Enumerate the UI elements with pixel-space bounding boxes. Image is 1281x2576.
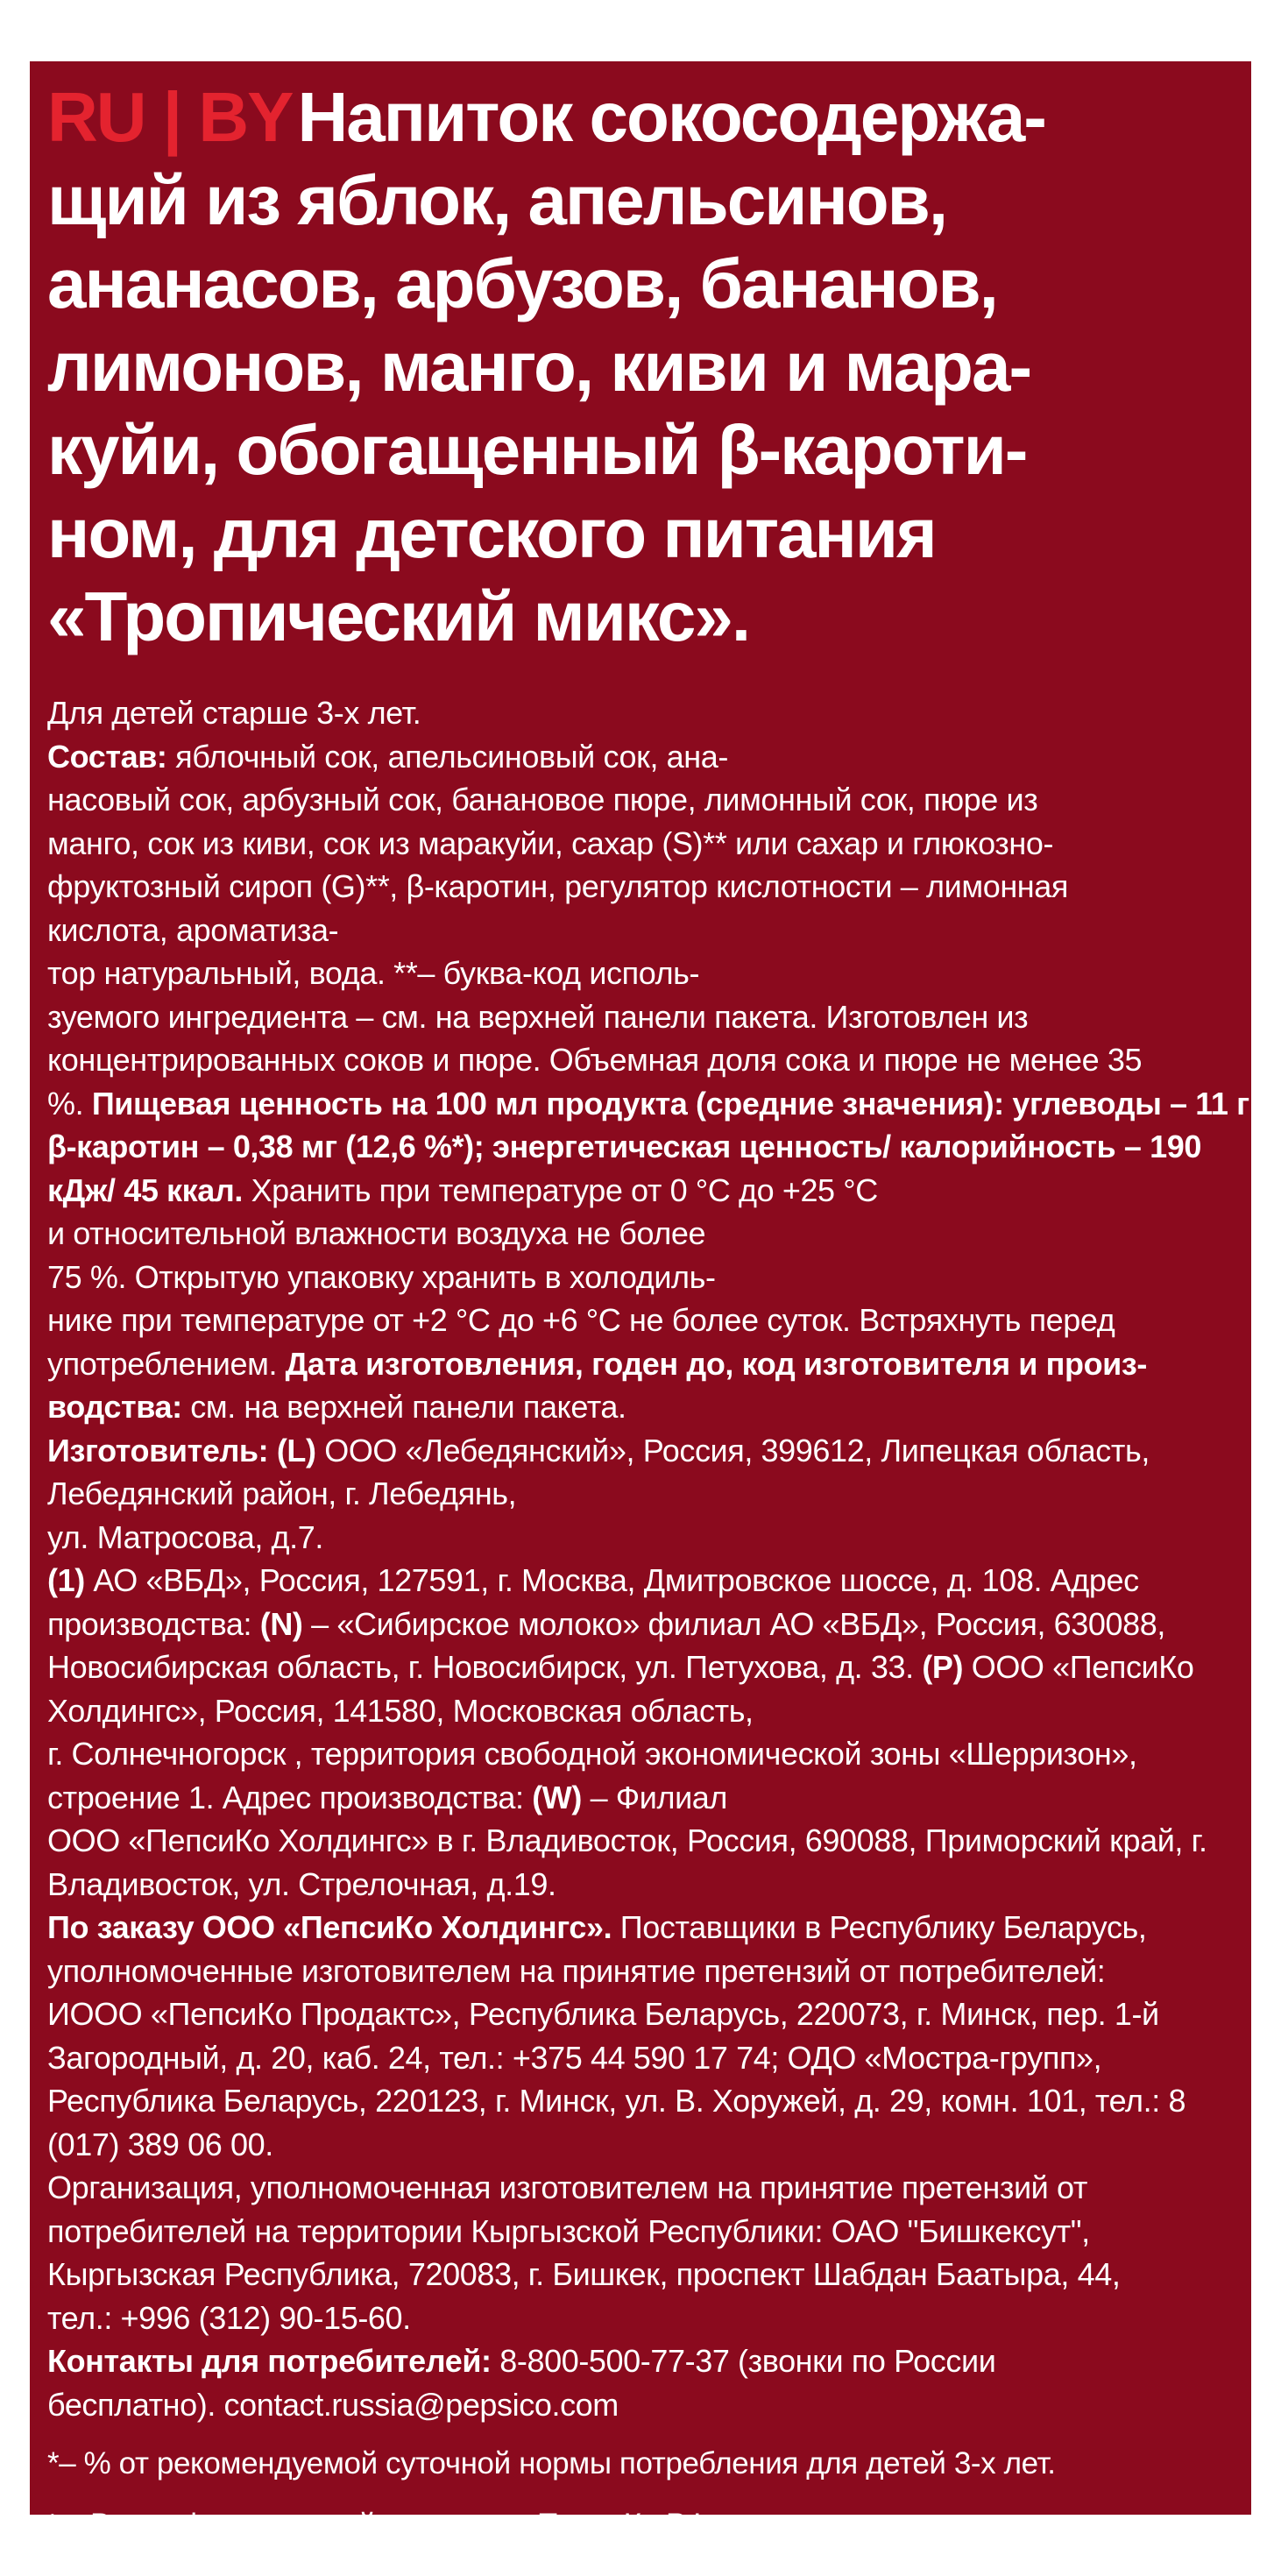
manufacturer-line: ул. Матросова, д.7. bbox=[47, 1518, 323, 1555]
supplier-line: уполномоченные изготовителем на принятие претензий от потребителей: bbox=[47, 1952, 1106, 1989]
manufacturer-line: Владивосток, ул. Стрелочная, д.19. bbox=[47, 1865, 556, 1902]
date-line: употреблением. Дата изготовления, годен до, код изготовителя и произ- bbox=[47, 1345, 1147, 1382]
order-label: По заказу ООО «ПепсиКо Холдингс». bbox=[47, 1909, 612, 1945]
claims-line: Кыргызская Республика, 720083, г. Бишкек, проспект Шабдан Баатыра, 44, bbox=[47, 2256, 1121, 2292]
storage-line: кДж/ 45 ккал. Хранить при температуре от 0 °С до +25 °С bbox=[47, 1171, 878, 1208]
date-label: Дата изготовления, годен до, код изготовителя и произ- bbox=[285, 1345, 1147, 1382]
claims-line: тел.: +996 (312) 90-15-60. bbox=[47, 2299, 411, 2336]
ingredients-line: манго, сок из киви, сок из маракуйи, сахар (S)** или сахар и глюкозно- bbox=[47, 824, 1054, 861]
claims-line: потребителей на территории Кыргызской Республики: ОАО "Бишкексут", bbox=[47, 2212, 1090, 2249]
ingredients-line: тор натуральный, вода. **– буква-код исполь- bbox=[47, 955, 700, 991]
contacts-line: бесплатно). contact.russia@pepsico.com bbox=[47, 2386, 619, 2423]
nutrition-line: β-каротин – 0,38 мг (12,6 %*); энергетическая ценность/ калорийность – 190 bbox=[47, 1129, 1201, 1164]
storage-line: 75 %. Открытую упаковку хранить в холодиль- bbox=[47, 1258, 716, 1295]
ingredients-label: Состав: bbox=[47, 738, 167, 775]
manufacturer-line: строение 1. Адрес производства: (W) – Филиал bbox=[47, 1779, 728, 1815]
manufacturer-line: Лебедянский район, г. Лебедянь, bbox=[47, 1476, 517, 1511]
supplier-line: По заказу ООО «ПепсиКо Холдингс». Поставщики в Республику Беларусь, bbox=[47, 1909, 1147, 1945]
title-line: ном, для детского питания bbox=[47, 494, 936, 572]
text-line: зуемого ингредиента – см. на верхней панели пакета. Изготовлен из bbox=[47, 998, 1029, 1035]
title-line: куйи, обогащенный β-кароти- bbox=[47, 411, 1027, 489]
title-line: «Тропический микс». bbox=[47, 577, 750, 655]
ingredients-line: кислота, ароматиза- bbox=[47, 911, 339, 948]
manufacturer-line: (1) АО «ВБД», Россия, 127591, г. Москва, Дмитровское шоссе, д. 108. Адрес bbox=[47, 1562, 1139, 1598]
manufacturer-line: производства: (N) – «Сибирское молоко» филиал АО «ВБД», Россия, 630088, bbox=[47, 1605, 1165, 1642]
product-description bbox=[47, 691, 1260, 2426]
claims-line: Организация, уполномоченная изготовителем на принятие претензий от bbox=[47, 2169, 1087, 2205]
nutrition-label: Пищевая ценность на 100 мл продукта (средние значения): углеводы – 11 г; bbox=[91, 1085, 1260, 1122]
manufacturer-line: ООО «ПепсиКо Холдингс» в г. Владивосток, Россия, 690088, Приморский край, г. bbox=[47, 1822, 1207, 1858]
title-line: щий из яблок, апельсинов, bbox=[47, 161, 947, 239]
contacts-label: Контакты для потребителей: bbox=[47, 2343, 492, 2379]
age-note: Для детей старше 3-х лет. bbox=[47, 695, 421, 731]
footnote-portfolio: ¹ – В портфеле соковой продукции ПепсиКо РФ. bbox=[47, 2508, 718, 2542]
ingredients-line: насовый сок, арбузный сок, банановое пюре, лимонный сок, пюре из bbox=[47, 782, 1038, 817]
title-line: лимонов, манго, киви и мара- bbox=[47, 328, 1031, 406]
title-line: RU | BYНапиток сокосодержа- bbox=[47, 78, 1045, 156]
manufacturer-line: Изготовитель: (L) ООО «Лебедянский», Россия, 399612, Липецкая область, bbox=[47, 1432, 1150, 1468]
label-panel bbox=[30, 61, 1260, 2542]
storage-line: и относительной влажности воздуха не более bbox=[47, 1215, 706, 1251]
date-line: водства: см. на верхней панели пакета. bbox=[47, 1389, 626, 1425]
nutrition-line: %. Пищевая ценность на 100 мл продукта (средние значения): углеводы – 11 г; bbox=[47, 1085, 1260, 1122]
ingredients-line: фруктозный сироп (G)**, β-каротин, регулятор кислотности – лимонная bbox=[47, 868, 1068, 904]
title-line: ананасов, арбузов, бананов, bbox=[47, 244, 997, 322]
supplier-line: Республика Беларусь, 220123, г. Минск, ул. В. Хоружей, д. 29, комн. 101, тел.: 8 bbox=[47, 2083, 1186, 2119]
manufacturer-line: Новосибирская область, г. Новосибирск, ул. Петухова, д. 33. (Р) ООО «ПепсиКо bbox=[47, 1649, 1194, 1685]
footnotes bbox=[47, 2442, 1235, 2547]
product-title bbox=[47, 75, 1235, 658]
footnote-daily-value: *– % от рекомендуемой суточной нормы потребления для детей 3-х лет. bbox=[47, 2446, 1056, 2480]
text-line: концентрированных соков и пюре. Объемная доля сока и пюре не менее 35 bbox=[47, 1042, 1143, 1078]
manufacturer-label: Изготовитель: (L) bbox=[47, 1432, 316, 1468]
ingredients-line: Состав: яблочный сок, апельсиновый сок, ана- bbox=[47, 738, 728, 775]
supplier-line: Загородный, д. 20, каб. 24, тел.: +375 44 590 17 74; ОДО «Мостра-групп», bbox=[47, 2039, 1102, 2076]
supplier-line: ИООО «ПепсиКо Продактс», Республика Беларусь, 220073, г. Минск, пер. 1-й bbox=[47, 1996, 1159, 2032]
manufacturer-line: г. Солнечногорск , территория свободной экономической зоны «Шерризон», bbox=[47, 1736, 1137, 1772]
manufacturer-line: Холдингс», Россия, 141580, Московская область, bbox=[47, 1692, 754, 1729]
contacts-line: Контакты для потребителей: 8-800-500-77-37 (звонки по России bbox=[47, 2343, 996, 2379]
storage-line: нике при температуре от +2 °С до +6 °С не более суток. Встряхнуть перед bbox=[47, 1302, 1115, 1338]
language-codes: RU | BY bbox=[47, 78, 293, 156]
supplier-line: (017) 389 06 00. bbox=[47, 2126, 273, 2162]
